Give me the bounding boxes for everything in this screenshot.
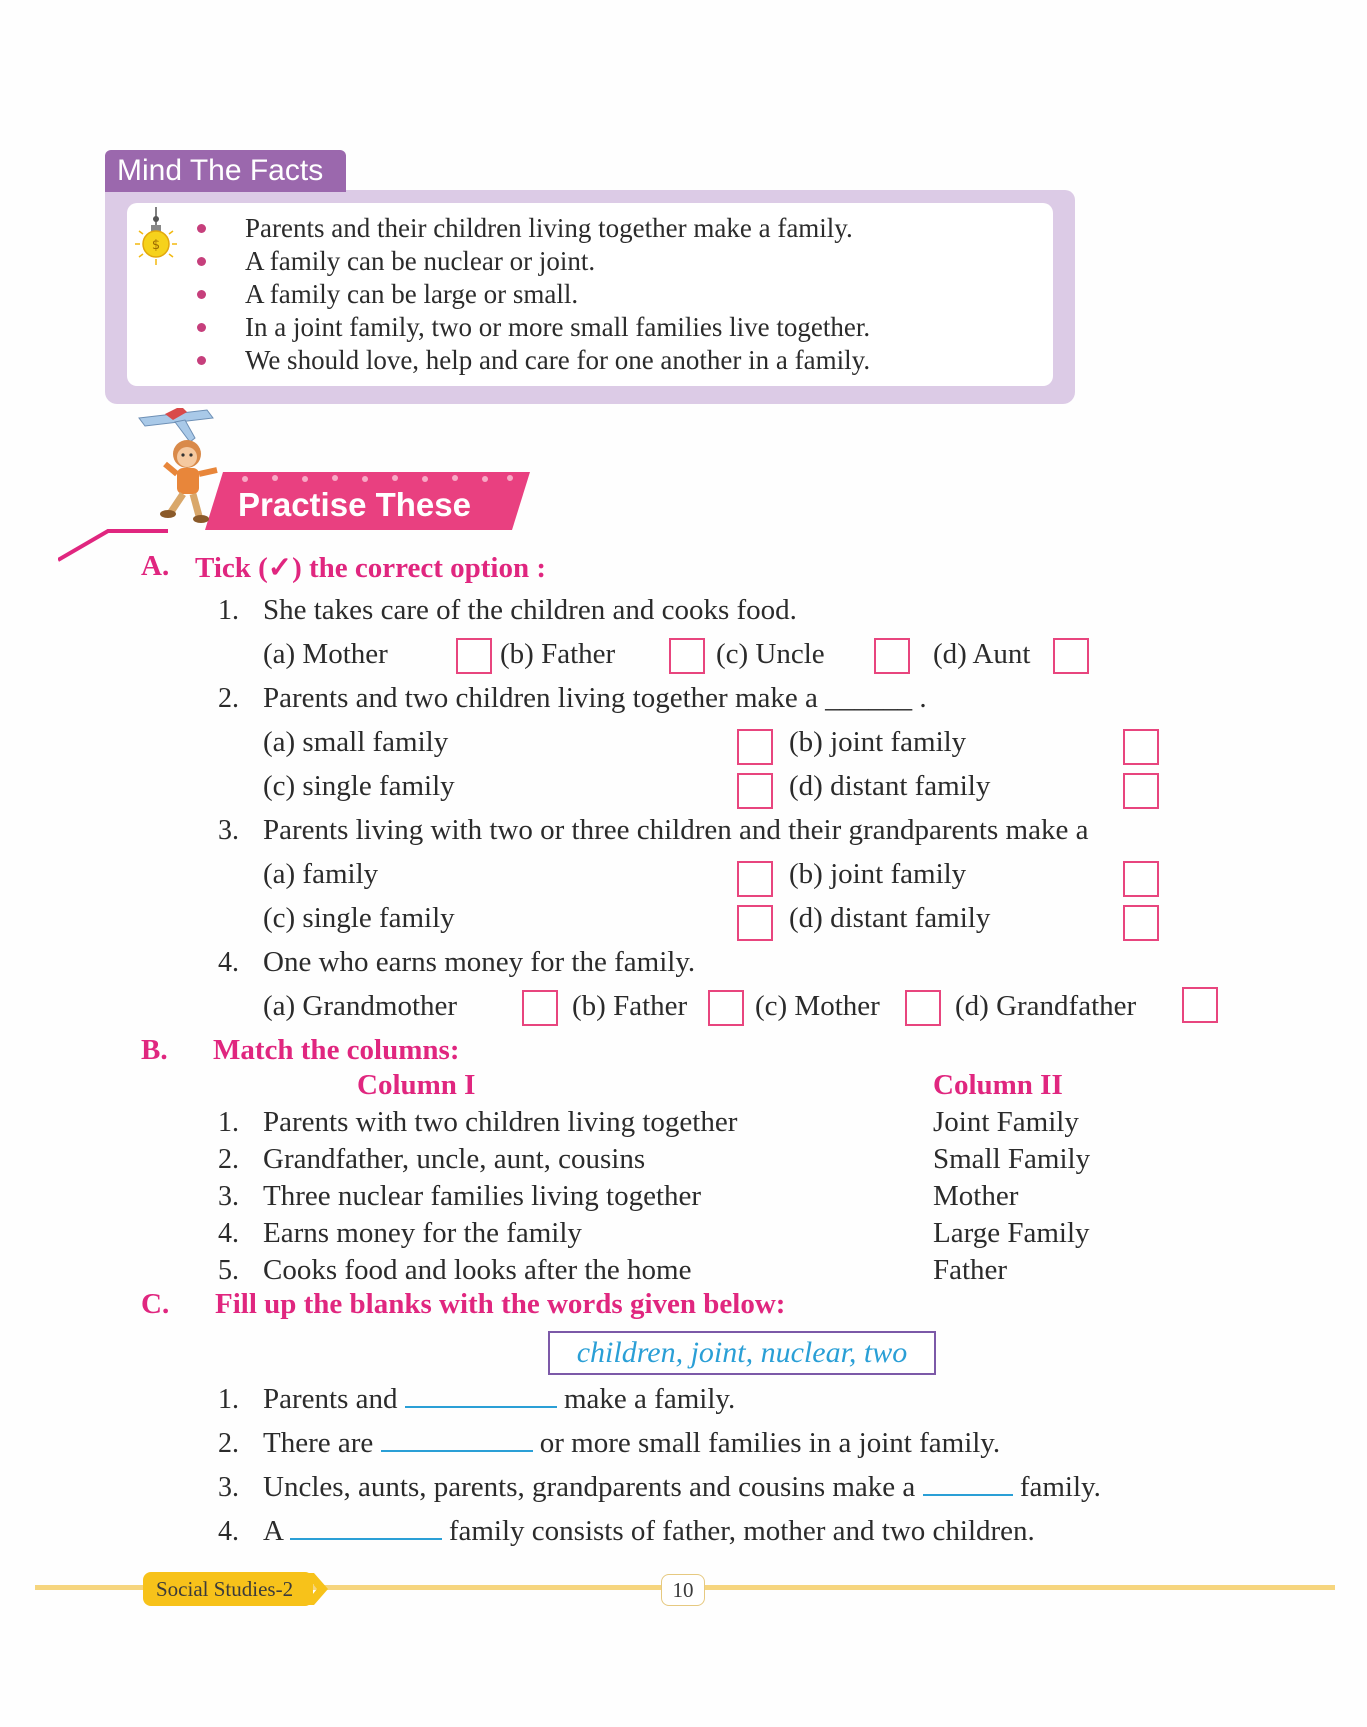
fill-sentence: There are or more small families in a joint family. [263,1427,1001,1459]
tick-box[interactable] [456,638,492,674]
option-label: (b) Father [500,638,616,670]
tick-box[interactable] [1123,773,1159,809]
fill-sentence: Uncles, aunts, parents, grandparents and cousins make a family. [263,1471,1101,1503]
option-label: (d) distant family [789,902,991,934]
option-label: (d) Aunt [933,638,1031,670]
question-text: One who earns money for the family. [263,946,696,978]
match-item-column-2: Joint Family [933,1106,1079,1138]
blank-number: 2. [218,1428,239,1459]
section-c-letter: C. [141,1288,170,1320]
question-text: She takes care of the children and cooks food. [263,594,797,626]
question-text: Parents living with two or three children and their grandparents make a [263,814,1089,846]
tick-box[interactable] [905,990,941,1026]
section-a-letter: A. [141,550,170,582]
svg-text:$: $ [151,238,161,253]
blank-line[interactable] [923,1493,1013,1496]
tick-box[interactable] [737,773,773,809]
bullet-icon [197,323,206,332]
match-item-column-2: Small Family [933,1143,1091,1175]
option-label: (d) Grandfather [955,990,1137,1022]
section-b-title: Match the columns: [213,1034,460,1066]
page-number: 10 [661,1574,705,1606]
tick-box[interactable] [1053,638,1089,674]
bullet-icon [197,356,206,365]
mind-the-facts-title: Mind The Facts [105,150,346,192]
option-label: (a) Mother [263,638,388,670]
match-number: 5. [218,1255,239,1286]
blank-line[interactable] [405,1405,557,1408]
tick-box[interactable] [1123,905,1159,941]
match-item-column-1: Parents with two children living together [263,1106,738,1138]
option-label: (a) small family [263,726,449,758]
chevron-right-icon [304,1573,328,1605]
match-number: 3. [218,1181,239,1212]
tick-box[interactable] [737,905,773,941]
fill-sentence: Parents and make a family. [263,1383,736,1415]
option-label: (b) joint family [789,858,967,890]
section-a-title: Tick (✓) the correct option : [195,552,547,584]
blank-number: 4. [218,1516,239,1547]
match-number: 1. [218,1107,239,1138]
column-2-title: Column II [933,1069,1063,1101]
fill-sentence: A family consists of father, mother and two children. [263,1515,1035,1547]
match-item-column-2: Large Family [933,1217,1090,1249]
option-label: (c) single family [263,902,455,934]
option-label: (b) joint family [789,726,967,758]
column-1-title: Column I [357,1069,476,1101]
tick-box[interactable] [1123,861,1159,897]
option-label: (c) single family [263,770,455,802]
question-number: 3. [218,815,239,846]
option-label: (c) Uncle [716,638,825,670]
section-c-title: Fill up the blanks with the words given below: [215,1288,786,1320]
tick-box[interactable] [737,729,773,765]
bullet-icon [197,257,206,266]
practise-these-title: Practise These [238,486,471,523]
tick-box[interactable] [669,638,705,674]
blank-number: 3. [218,1472,239,1503]
match-item-column-1: Cooks food and looks after the home [263,1254,692,1286]
match-item-column-2: Father [933,1254,1008,1286]
question-number: 4. [218,947,239,978]
option-label: (c) Mother [755,990,880,1022]
blank-line[interactable] [381,1449,533,1452]
tick-box[interactable] [1182,987,1218,1023]
blank-line[interactable] [290,1537,442,1540]
tick-box[interactable] [737,861,773,897]
option-label: (a) family [263,858,379,890]
light-bulb-icon [131,207,181,269]
match-item-column-1: Three nuclear families living together [263,1180,702,1212]
section-b-letter: B. [141,1034,168,1066]
book-label: Social Studies-2 [143,1572,313,1606]
question-text: Parents and two children living together make a ______ . [263,682,927,714]
match-number: 2. [218,1144,239,1175]
tick-box[interactable] [874,638,910,674]
tick-box[interactable] [1123,729,1159,765]
match-item-column-2: Mother [933,1180,1019,1212]
word-bank-box: children, joint, nuclear, two [548,1331,936,1375]
bullet-icon [197,224,206,233]
option-label: (b) Father [572,990,688,1022]
match-item-column-1: Earns money for the family [263,1217,582,1249]
bullet-icon [197,290,206,299]
option-label: (a) Grandmother [263,990,458,1022]
match-number: 4. [218,1218,239,1249]
match-item-column-1: Grandfather, uncle, aunt, cousins [263,1143,646,1175]
blank-number: 1. [218,1384,239,1415]
boy-with-airplane-icon [135,408,255,528]
question-number: 1. [218,595,239,626]
option-label: (d) distant family [789,770,991,802]
tick-box[interactable] [708,990,744,1026]
tick-box[interactable] [522,990,558,1026]
question-number: 2. [218,683,239,714]
